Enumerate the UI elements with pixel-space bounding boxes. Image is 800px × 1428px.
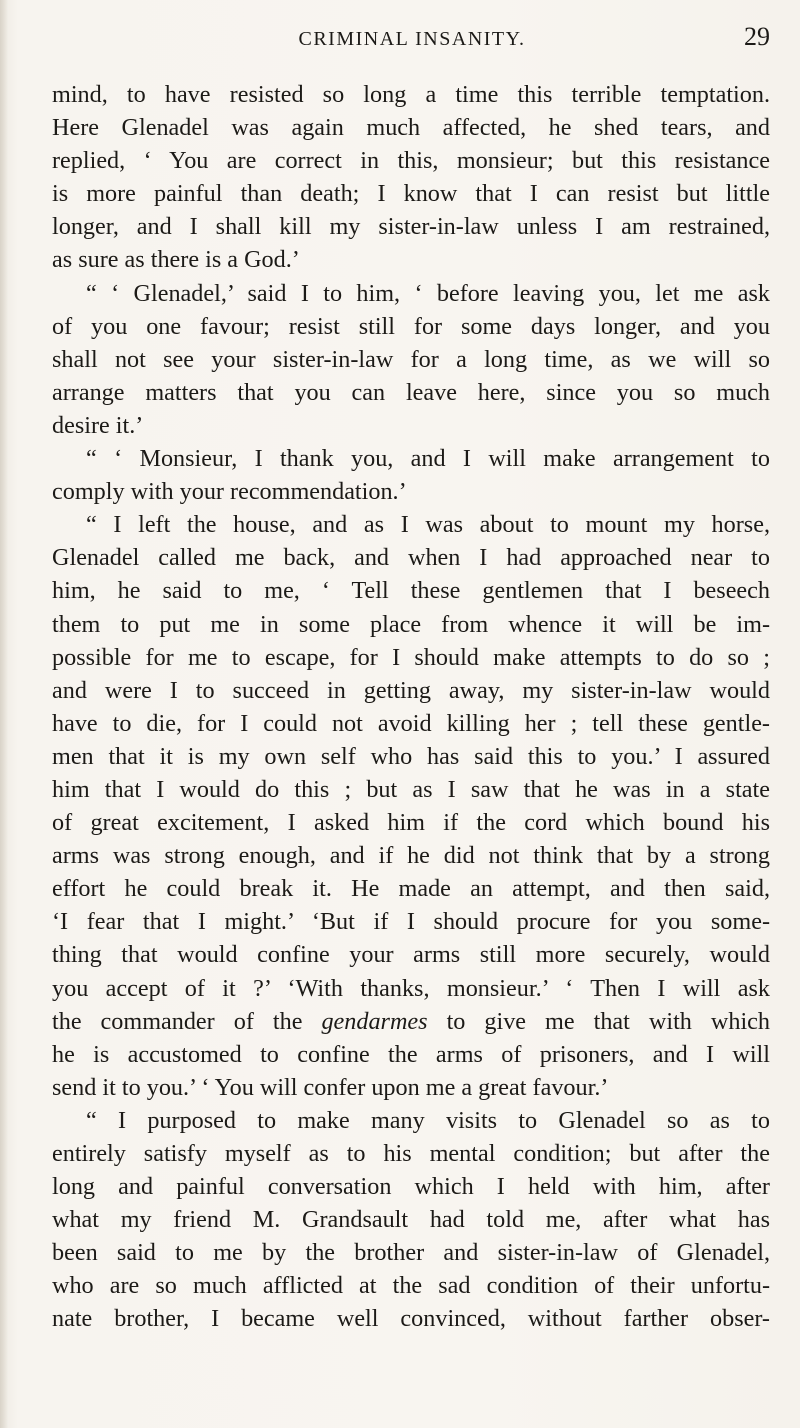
text-line: replied, ‘ You are correct in this, monsieur; but this resistance [52, 147, 770, 175]
text-line: comply with your recommendation.’ [52, 478, 407, 506]
text-line: entirely satisfy myself as to his mental condition; but after the [52, 1140, 770, 1167]
text-line: have to die, for I could not avoid killing her ; tell these gentle- [52, 709, 770, 737]
text-line: Here Glenadel was again much affected, he shed tears, and [52, 114, 770, 142]
text-line: shall not see your sister-in-law for a long time, as we will so [52, 345, 770, 373]
running-head: CRIMINAL INSANITY. [298, 28, 526, 50]
text-line: the commander of the gendarmes to give me that with which [52, 1007, 770, 1035]
text-line: him, he said to me, ‘ Tell these gentlemen that I beseech [52, 577, 770, 605]
text-line: arrange matters that you can leave here, since you so much [52, 378, 770, 406]
page-binding-shadow [0, 0, 8, 1428]
text-line: ‘I fear that I might.’ ‘But if I should procure for you some- [52, 908, 770, 936]
text-line: been said to me by the brother and sister-in-law of Glenadel, [52, 1239, 770, 1267]
text-line: “ I left the house, and as I was about to mount my horse, [86, 511, 770, 539]
text-line: who are so much afflicted at the sad condition of their unfortu- [52, 1272, 770, 1300]
text-line: longer, and I shall kill my sister-in-law unless I am restrained, [52, 213, 770, 241]
text-line: “ I purposed to make many visits to Glenadel so as to [86, 1106, 770, 1134]
text-line: “ ‘ Glenadel,’ said I to him, ‘ before leaving you, let me ask [86, 279, 770, 307]
text-line: Glenadel called me back, and when I had approached near to [52, 544, 770, 572]
text-line: “ ‘ Monsieur, I thank you, and I will make arrangement to [86, 445, 770, 473]
text-line: effort he could break it. He made an attempt, and then said, [52, 875, 770, 903]
text-line: men that it is my own self who has said this to you.’ I assured [52, 742, 770, 770]
text-line: possible for me to escape, for I should make attempts to do so ; [52, 643, 770, 671]
text-line: as sure as there is a God.’ [52, 246, 300, 274]
text-line: them to put me in some place from whence it will be im- [52, 610, 770, 638]
text-line: of great excitement, I asked him if the cord which bound his [52, 809, 770, 837]
text-line: you accept of it ?’ ‘With thanks, monsieur.’ ‘ Then I will ask [52, 974, 770, 1002]
page-number: 29 [744, 22, 770, 51]
text-line: of you one favour; resist still for some days longer, and you [52, 312, 770, 340]
italic-word: gendarmes [321, 1007, 428, 1035]
text-line: long and painful conversation which I held with him, after [52, 1173, 770, 1201]
text-line: desire it.’ [52, 411, 144, 439]
page-header [52, 20, 772, 60]
text-line: nate brother, I became well convinced, without farther obser- [52, 1305, 770, 1333]
body-text [52, 78, 770, 1336]
text-line: is more painful than death; I know that I can resist but little [52, 180, 770, 208]
text-line: thing that would confine your arms still more securely, would [52, 941, 770, 969]
text-line: what my friend M. Grandsault had told me, after what has [52, 1206, 770, 1234]
text-line: send it to you.’ ‘ You will confer upon me a great favour.’ [52, 1073, 609, 1101]
text-line: he is accustomed to confine the arms of prisoners, and I will [52, 1040, 770, 1068]
text-line: mind, to have resisted so long a time this terrible temptation. [52, 81, 770, 108]
text-line: and were I to succeed in getting away, my sister-in-law would [52, 676, 770, 704]
text-line: arms was strong enough, and if he did not think that by a strong [52, 842, 770, 870]
text-line: him that I would do this ; but as I saw that he was in a state [52, 775, 770, 803]
